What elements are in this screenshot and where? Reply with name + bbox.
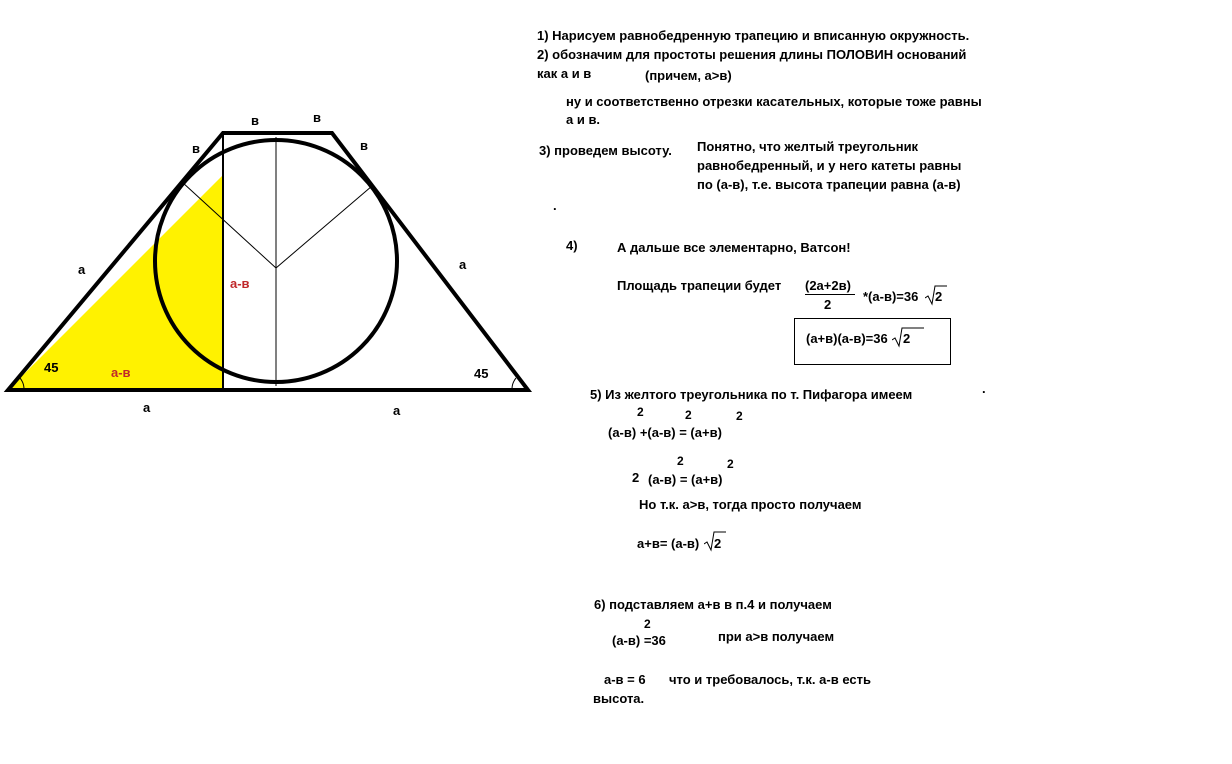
step-4-title: А дальше все элементарно, Ватсон! bbox=[617, 240, 851, 255]
step-5-result-sqrt-arg: 2 bbox=[714, 536, 722, 551]
step-4-number: 4) bbox=[566, 238, 578, 253]
trapezoid-diagram bbox=[0, 0, 540, 420]
step-1: 1) Нарисуем равнобедренную трапецию и вписанную окружность. bbox=[537, 28, 970, 43]
step-5-eq2-coefficient: 2 bbox=[632, 470, 640, 485]
step-6-title: 6) подставляем а+в в п.4 и получаем bbox=[594, 597, 832, 612]
step-4-box-sqrt-arg: 2 bbox=[903, 331, 911, 346]
label-top-b-right: в bbox=[313, 110, 321, 125]
label-left-side-a: а bbox=[78, 262, 86, 277]
dot-mark-2: . bbox=[982, 381, 986, 396]
label-height: а-в bbox=[230, 276, 250, 291]
step-5-equation-2: (а-в) = (а+в) bbox=[648, 472, 723, 487]
step-4-fraction-denominator: 2 bbox=[824, 297, 832, 312]
label-bottom-a-right: а bbox=[393, 403, 401, 418]
step-2-note: (причем, а>в) bbox=[645, 68, 732, 83]
step-6-result: а-в = 6 bbox=[604, 672, 646, 687]
step-6-exp: 2 bbox=[644, 617, 651, 631]
step-6-equation: (а-в) =36 bbox=[612, 633, 666, 648]
step-5-exp-2: 2 bbox=[685, 408, 692, 422]
step-3: 3) проведем высоту. bbox=[539, 143, 672, 158]
step-4-fraction-numerator: (2а+2в) bbox=[805, 278, 851, 293]
step-5-result: а+в= (а-в) bbox=[637, 536, 700, 551]
step-6-conclusion-1: что и требовалось, т.к. а-в есть bbox=[669, 672, 871, 687]
radius-right bbox=[276, 186, 372, 268]
step-3-expl-1: Понятно, что желтый треугольник bbox=[697, 139, 919, 154]
step-5-eq2-exp-2: 2 bbox=[727, 457, 734, 471]
step-4-sqrt-arg: 2 bbox=[935, 289, 943, 304]
step-2-tangent-2: а и в. bbox=[566, 112, 601, 127]
yellow-right-triangle bbox=[8, 175, 223, 390]
step-2-line-1: 2) обозначим для простоты решения длины ПОЛОВИН оснований bbox=[537, 47, 967, 62]
label-right-side-b: в bbox=[360, 138, 368, 153]
step-4-area-text: Площадь трапеции будет bbox=[617, 278, 782, 293]
step-5-eq2-exp-1: 2 bbox=[677, 454, 684, 468]
step-5-since: Но т.к. а>в, тогда просто получаем bbox=[639, 497, 862, 512]
label-top-b-left: в bbox=[251, 113, 259, 128]
step-4-box-text: (а+в)(а-в)=36 bbox=[806, 331, 888, 346]
label-bottom-a-left: а bbox=[143, 400, 151, 415]
label-angle-right: 45 bbox=[474, 366, 489, 381]
step-4-multiplier: *(а-в)=36 bbox=[863, 289, 919, 304]
label-angle-left: 45 bbox=[44, 360, 59, 375]
fraction-bar bbox=[805, 294, 855, 295]
step-6-conclusion-2: высота. bbox=[593, 691, 645, 706]
label-right-side-a: а bbox=[459, 257, 467, 272]
step-3-expl-3: по (а-в), т.е. высота трапеции равна (а-в) bbox=[697, 177, 961, 192]
step-2-line-2: как а и в bbox=[537, 66, 592, 81]
step-5-exp-1: 2 bbox=[637, 405, 644, 419]
step-6-condition: при а>в получаем bbox=[718, 629, 835, 644]
label-yellow-base: а-в bbox=[111, 365, 131, 380]
step-5-exp-3: 2 bbox=[736, 409, 743, 423]
dot-mark: . bbox=[553, 198, 557, 213]
label-left-side-b: в bbox=[192, 141, 200, 156]
step-3-expl-2: равнобедренный, и у него катеты равны bbox=[697, 158, 962, 173]
step-5-equation-1: (а-в) +(а-в) = (а+в) bbox=[608, 425, 722, 440]
step-5-title: 5) Из желтого треугольника по т. Пифагора имеем bbox=[590, 387, 913, 402]
step-2-tangent-1: ну и соответственно отрезки касательных, которые тоже равны bbox=[566, 94, 982, 109]
